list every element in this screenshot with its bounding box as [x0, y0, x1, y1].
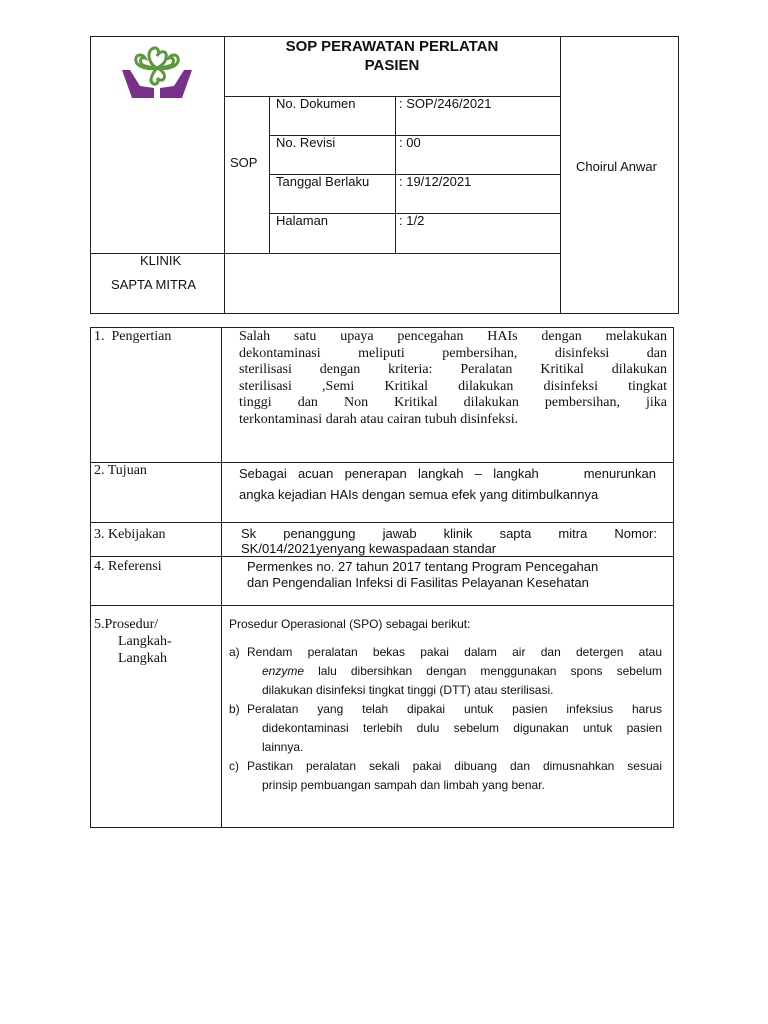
prosedur-label-line-3: Langkah [118, 651, 167, 666]
prosedur-item-b [229, 700, 662, 757]
item-a-line-2 [262, 662, 662, 681]
item-a-line-2-rest: lalu dibersihkan dengan menggunakan spons sebelum [304, 664, 662, 678]
tujuan-line-2: angka kejadian HAIs dengan semua efek yang ditimbulkannya [239, 487, 599, 502]
pengertian-line: dekontaminasi meliputi pembersihan, disinfeksi dan [239, 345, 667, 361]
item-b-line-2: didekontaminasi terlebih dulu sebelum digunakan untuk pasien [262, 721, 662, 735]
effective-date-label: Tanggal Berlaku [276, 174, 370, 189]
item-marker: c) [229, 759, 239, 773]
prosedur-item-c [229, 757, 662, 795]
item-marker: a) [229, 645, 240, 659]
section-label-kebijakan: 3. Kebijakan [94, 527, 166, 542]
referensi-line-2: dan Pengendalian Infeksi di Fasilitas Pelayanan Kesehatan [247, 575, 589, 590]
item-marker: b) [229, 702, 240, 716]
page-label: Halaman [276, 213, 329, 228]
doc-number-value: : SOP/246/2021 [399, 96, 492, 111]
page-value: : 1/2 [399, 213, 425, 228]
title-line-1: SOP PERAWATAN PERLATAN [285, 38, 499, 55]
item-b-line-1: Peralatan yang telah dipakai untuk pasien infeksius harus [247, 702, 662, 716]
referensi-line-1: Permenkes no. 27 tahun 2017 tentang Program Pencegahan [247, 559, 599, 574]
item-c-line-2: prinsip pembuangan sampah dan limbah yang benar. [262, 778, 545, 792]
section-body-kebijakan [241, 526, 657, 556]
item-a-line-1: Rendam peralatan bekas pakai dalam air dan detergen atau [247, 645, 662, 659]
section-body-pengertian [239, 329, 667, 428]
signer-name: Choirul Anwar [576, 159, 657, 174]
clinic-name-line-2: SAPTA MITRA [111, 277, 196, 292]
revision-label: No. Revisi [276, 135, 336, 150]
document-title [224, 37, 560, 75]
tujuan-line-1: Sebagai acuan penerapan langkah – langkah menurunkan [239, 466, 656, 481]
title-line-2: PASIEN [364, 57, 420, 74]
prosedur-label-line-1: 5.Prosedur/ [94, 617, 159, 632]
section-body-prosedur [229, 615, 662, 795]
pengertian-line: terkontaminasi darah atau cairan tubuh disinfeksi. [239, 411, 519, 427]
clinic-name-line-1: KLINIK [140, 253, 182, 268]
clinic-logo [118, 40, 196, 102]
section-label-referensi: 4. Referensi [94, 559, 162, 574]
kebijakan-line-2: SK/014/2021yenyang kewaspadaan standar [241, 541, 497, 556]
sop-label: SOP [230, 155, 258, 170]
prosedur-intro: Prosedur Operasional (SPO) sebagai berikut: [229, 617, 471, 631]
item-c-line-1: Pastikan peralatan sekali pakai dibuang dan dimusnahkan sesuai [247, 759, 662, 773]
kebijakan-line-1: Sk penanggung jawab klinik sapta mitra Nomor: [241, 526, 657, 541]
clover-hands-icon [118, 40, 196, 102]
section-label-pengertian: 1. Pengertian [94, 329, 172, 344]
item-a-italic-term: enzyme [262, 664, 305, 678]
item-b-line-3: lainnya. [262, 740, 304, 754]
item-a-line-3: dilakukan disinfeksi tingkat tinggi (DTT) atau sterilisasi. [262, 683, 554, 697]
pengertian-line: tinggi dan Non Kritikal dilakukan pembersihan, jika [239, 395, 667, 410]
section-label-prosedur [94, 616, 172, 667]
prosedur-item-a [229, 643, 662, 700]
section-label-tujuan: 2. Tujuan [94, 463, 147, 478]
doc-number-label: No. Dokumen [276, 96, 356, 111]
revision-value: : 00 [399, 135, 421, 150]
prosedur-label-line-2: Langkah- [118, 634, 172, 649]
pengertian-line: sterilisasi ,Semi Kritikal dilakukan disinfeksi tingkat [239, 378, 667, 394]
pengertian-line: sterilisasi dengan kriteria: Peralatan Kritikal dilakukan [239, 362, 667, 377]
effective-date-value: : 19/12/2021 [399, 174, 472, 189]
section-body-referensi [247, 559, 667, 591]
section-body-tujuan [239, 463, 656, 505]
pengertian-line: Salah satu upaya pencegahan HAIs dengan melakukan [239, 329, 667, 344]
